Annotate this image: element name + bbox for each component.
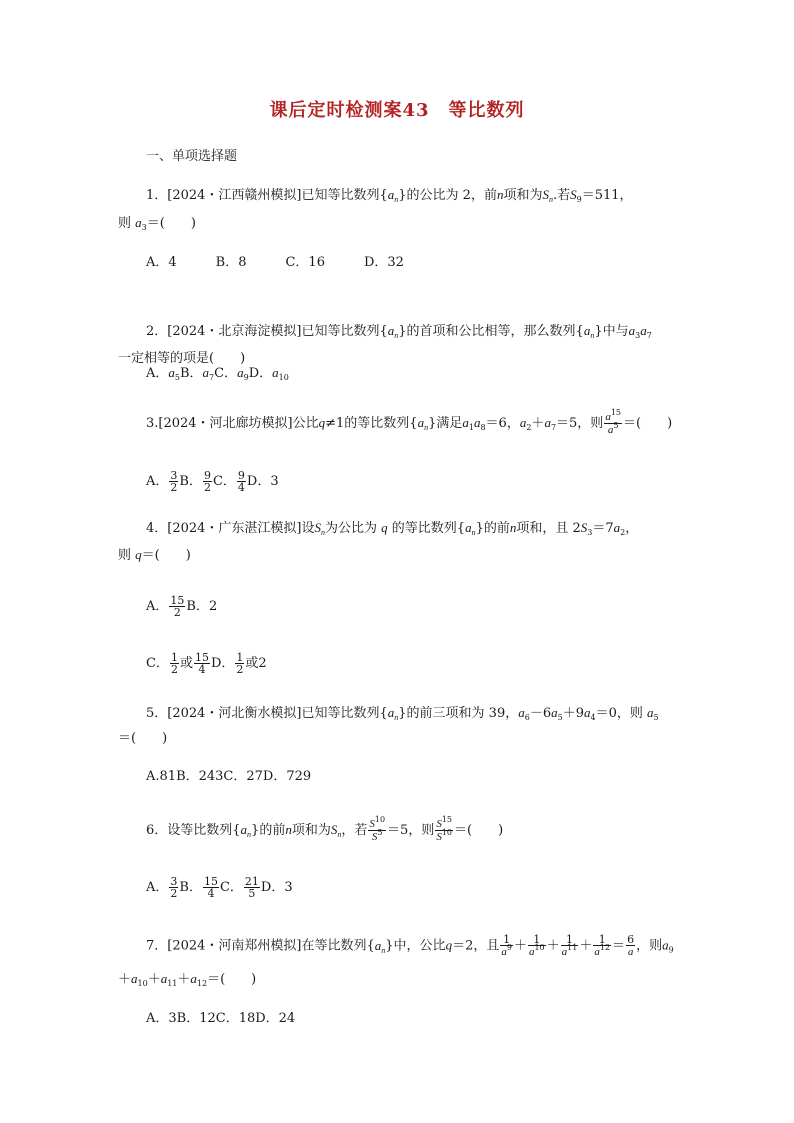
section-heading: 一、单项选择题 — [146, 149, 238, 164]
question-7-line-1: 7．[2024・河南郑州模拟]在等比数列$\{a_n\}$中，公比q＝2，且 $\frac{1}{a^9}$ ＋ $\frac{1}{a^{10}}$ ＋ $\frac{1}{a^{11}}$ ＋ $\frac{1}{a^{12}}$ ＝ $\frac{6}{a}$ ，则$a_9$ — [146, 933, 674, 958]
question-1-options: A．4 B．8 C．16 D．32 — [146, 255, 404, 270]
question-7-options: A．3B．12C．18D．24 — [146, 1011, 296, 1026]
question-1-line-1: 1．[2024・江西赣州模拟]已知等比数列$\{a_n\}$的公比为 2，前n项和为$S_n$.若$S_9=511$， — [146, 187, 633, 204]
question-3-options: A． $\frac{3}{2}$ B． $\frac{9}{2}$ C． $\frac{9}{4}$ D．3 — [146, 469, 279, 494]
question-4-options-cd: C． $\frac{1}{2}$ 或 $\frac{15}{4}$ D． $\frac{1}{2}$ 或2 — [146, 651, 267, 676]
question-3-line-1: 3.[2024・河北廊坊模拟]公比q≠1的等比数列$\{a_n\}$满足$a_1a_8=6$，$a_2+a_7=5$，则 $\frac{a^{15}}{a^5}$ ＝( ) — [146, 408, 673, 436]
question-2-line-2: 一定相等的项是( ) — [118, 351, 246, 366]
question-7-line-2: $+a_{10}+a_{11}+a_{12}=$( ) — [118, 971, 257, 988]
question-4-options-ab: A． $\frac{15}{2}$ B．2 — [146, 594, 218, 619]
page-title: 课后定时检测案43 等比数列 — [269, 100, 525, 121]
fraction: $\frac{a^{15}}{a^5}$ — [605, 408, 621, 436]
question-4-line-1: 4．[2024・广东湛江模拟]设$S_n$为公比为 q 的等比数列$\{a_n\}$的前n项和，且 $2S_3=7a_2$， — [146, 520, 639, 537]
question-5-options: A.81B．243C．27D．729 — [146, 769, 312, 784]
question-5-line-1: 5．[2024・河北衡水模拟]已知等比数列$\{a_n\}$的前三项和为 39，$a_6-6a_5+9a_4=0$，则 $a_5$ — [146, 705, 659, 722]
question-6-line-1: 6．设等比数列$\{a_n\}$的前n项和为$S_n$，若 $\frac{S^{10}}{S^5}$ ＝5，则 $\frac{S^{15}}{S^{10}}$ ＝( ) — [146, 815, 504, 843]
question-2-line-1: 2．[2024・北京海淀模拟]已知等比数列$\{a_n\}$的首项和公比相等，那么数列$\{a_n\}$中与$a_3a_7$ — [146, 323, 652, 340]
question-1-line-2: 则 $a_3=$( ) — [118, 215, 196, 232]
question-5-line-2: ＝( ) — [118, 731, 168, 746]
question-2-options: A．$a_5B$．$a_7C$．$a_9D$．$a_{10}$ — [146, 365, 289, 382]
question-6-options: A． $\frac{3}{2}$ B． $\frac{15}{4}$ C． $\frac{21}{5}$ D．3 — [146, 875, 293, 900]
question-4-line-2: 则 q＝( ) — [118, 547, 191, 563]
